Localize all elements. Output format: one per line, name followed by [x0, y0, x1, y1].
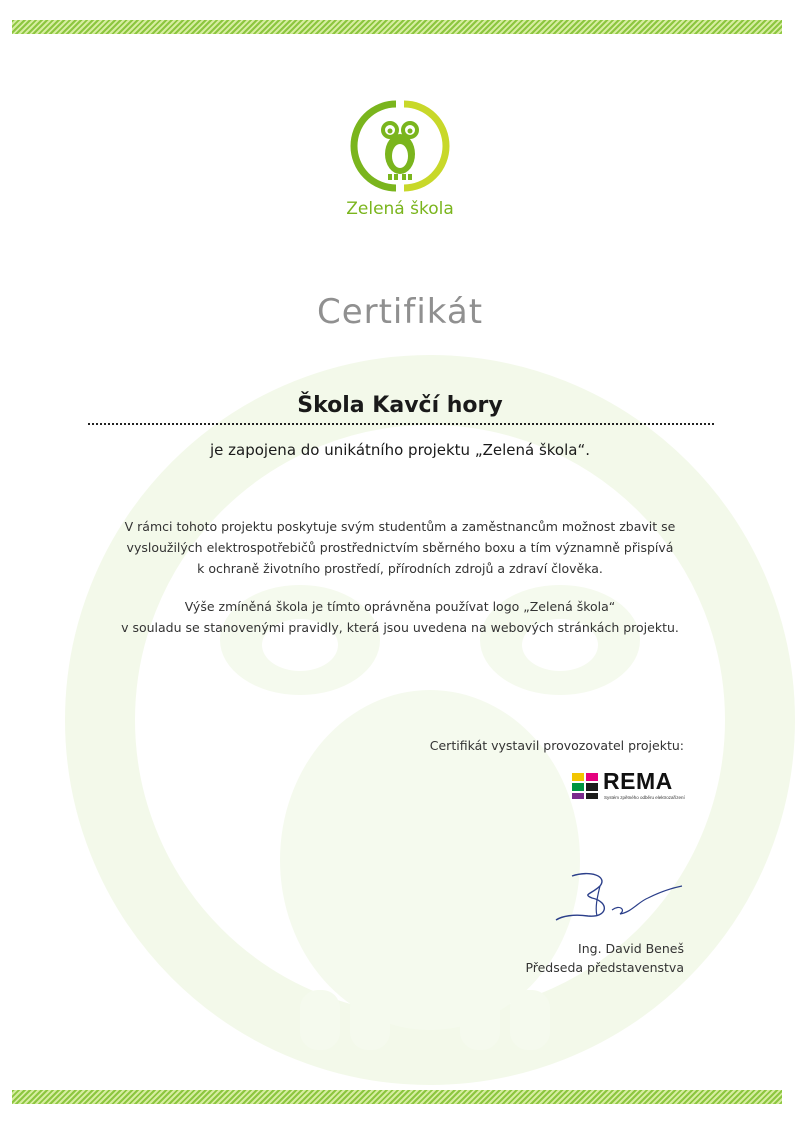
- certificate-title: Certifikát: [316, 292, 484, 332]
- paragraph-line: Výše zmíněná škola je tímto oprávněna používat logo „Zelená škola“: [184, 599, 616, 614]
- signer-block: [525, 939, 684, 977]
- bottom-decorative-band: [12, 1090, 782, 1104]
- signer-name: Ing. David Beneš: [578, 941, 684, 956]
- owl-icon: [338, 100, 462, 192]
- dotted-line: [88, 423, 714, 425]
- paragraph-line: v souladu se stanovenými pravidly, která jsou uvedena na webových stránkách projektu.: [121, 620, 679, 635]
- signer-role: Předseda představenstva: [525, 960, 684, 975]
- signature-icon: [552, 868, 687, 928]
- paragraph-line: k ochraně životního prostředí, přírodních zdrojů a zdraví člověka.: [197, 561, 603, 576]
- subtitle: je zapojena do unikátního projektu „Zelená škola“.: [209, 441, 591, 459]
- rema-tagline: Systém zpětného odběru elektrozařízení: [604, 795, 685, 800]
- rema-mark-icon: [572, 770, 600, 800]
- rema-name: REMA: [603, 768, 673, 794]
- paragraph-line: V rámci tohoto projektu poskytuje svým studentům a zaměstnancům možnost zbavit se: [124, 519, 676, 534]
- school-name: Škola Kavčí hory: [297, 393, 503, 418]
- paragraph-2: [80, 596, 720, 638]
- rema-logo: [572, 770, 688, 804]
- issued-by-text: Certifikát vystavil provozovatel projektu:: [429, 738, 684, 753]
- logo-text: Zelená škola: [346, 199, 454, 219]
- paragraph-1: [80, 516, 720, 579]
- paragraph-line: vysloužilých elektrospotřebičů prostřednictvím sběrného boxu a tím významně přispívá: [126, 540, 674, 555]
